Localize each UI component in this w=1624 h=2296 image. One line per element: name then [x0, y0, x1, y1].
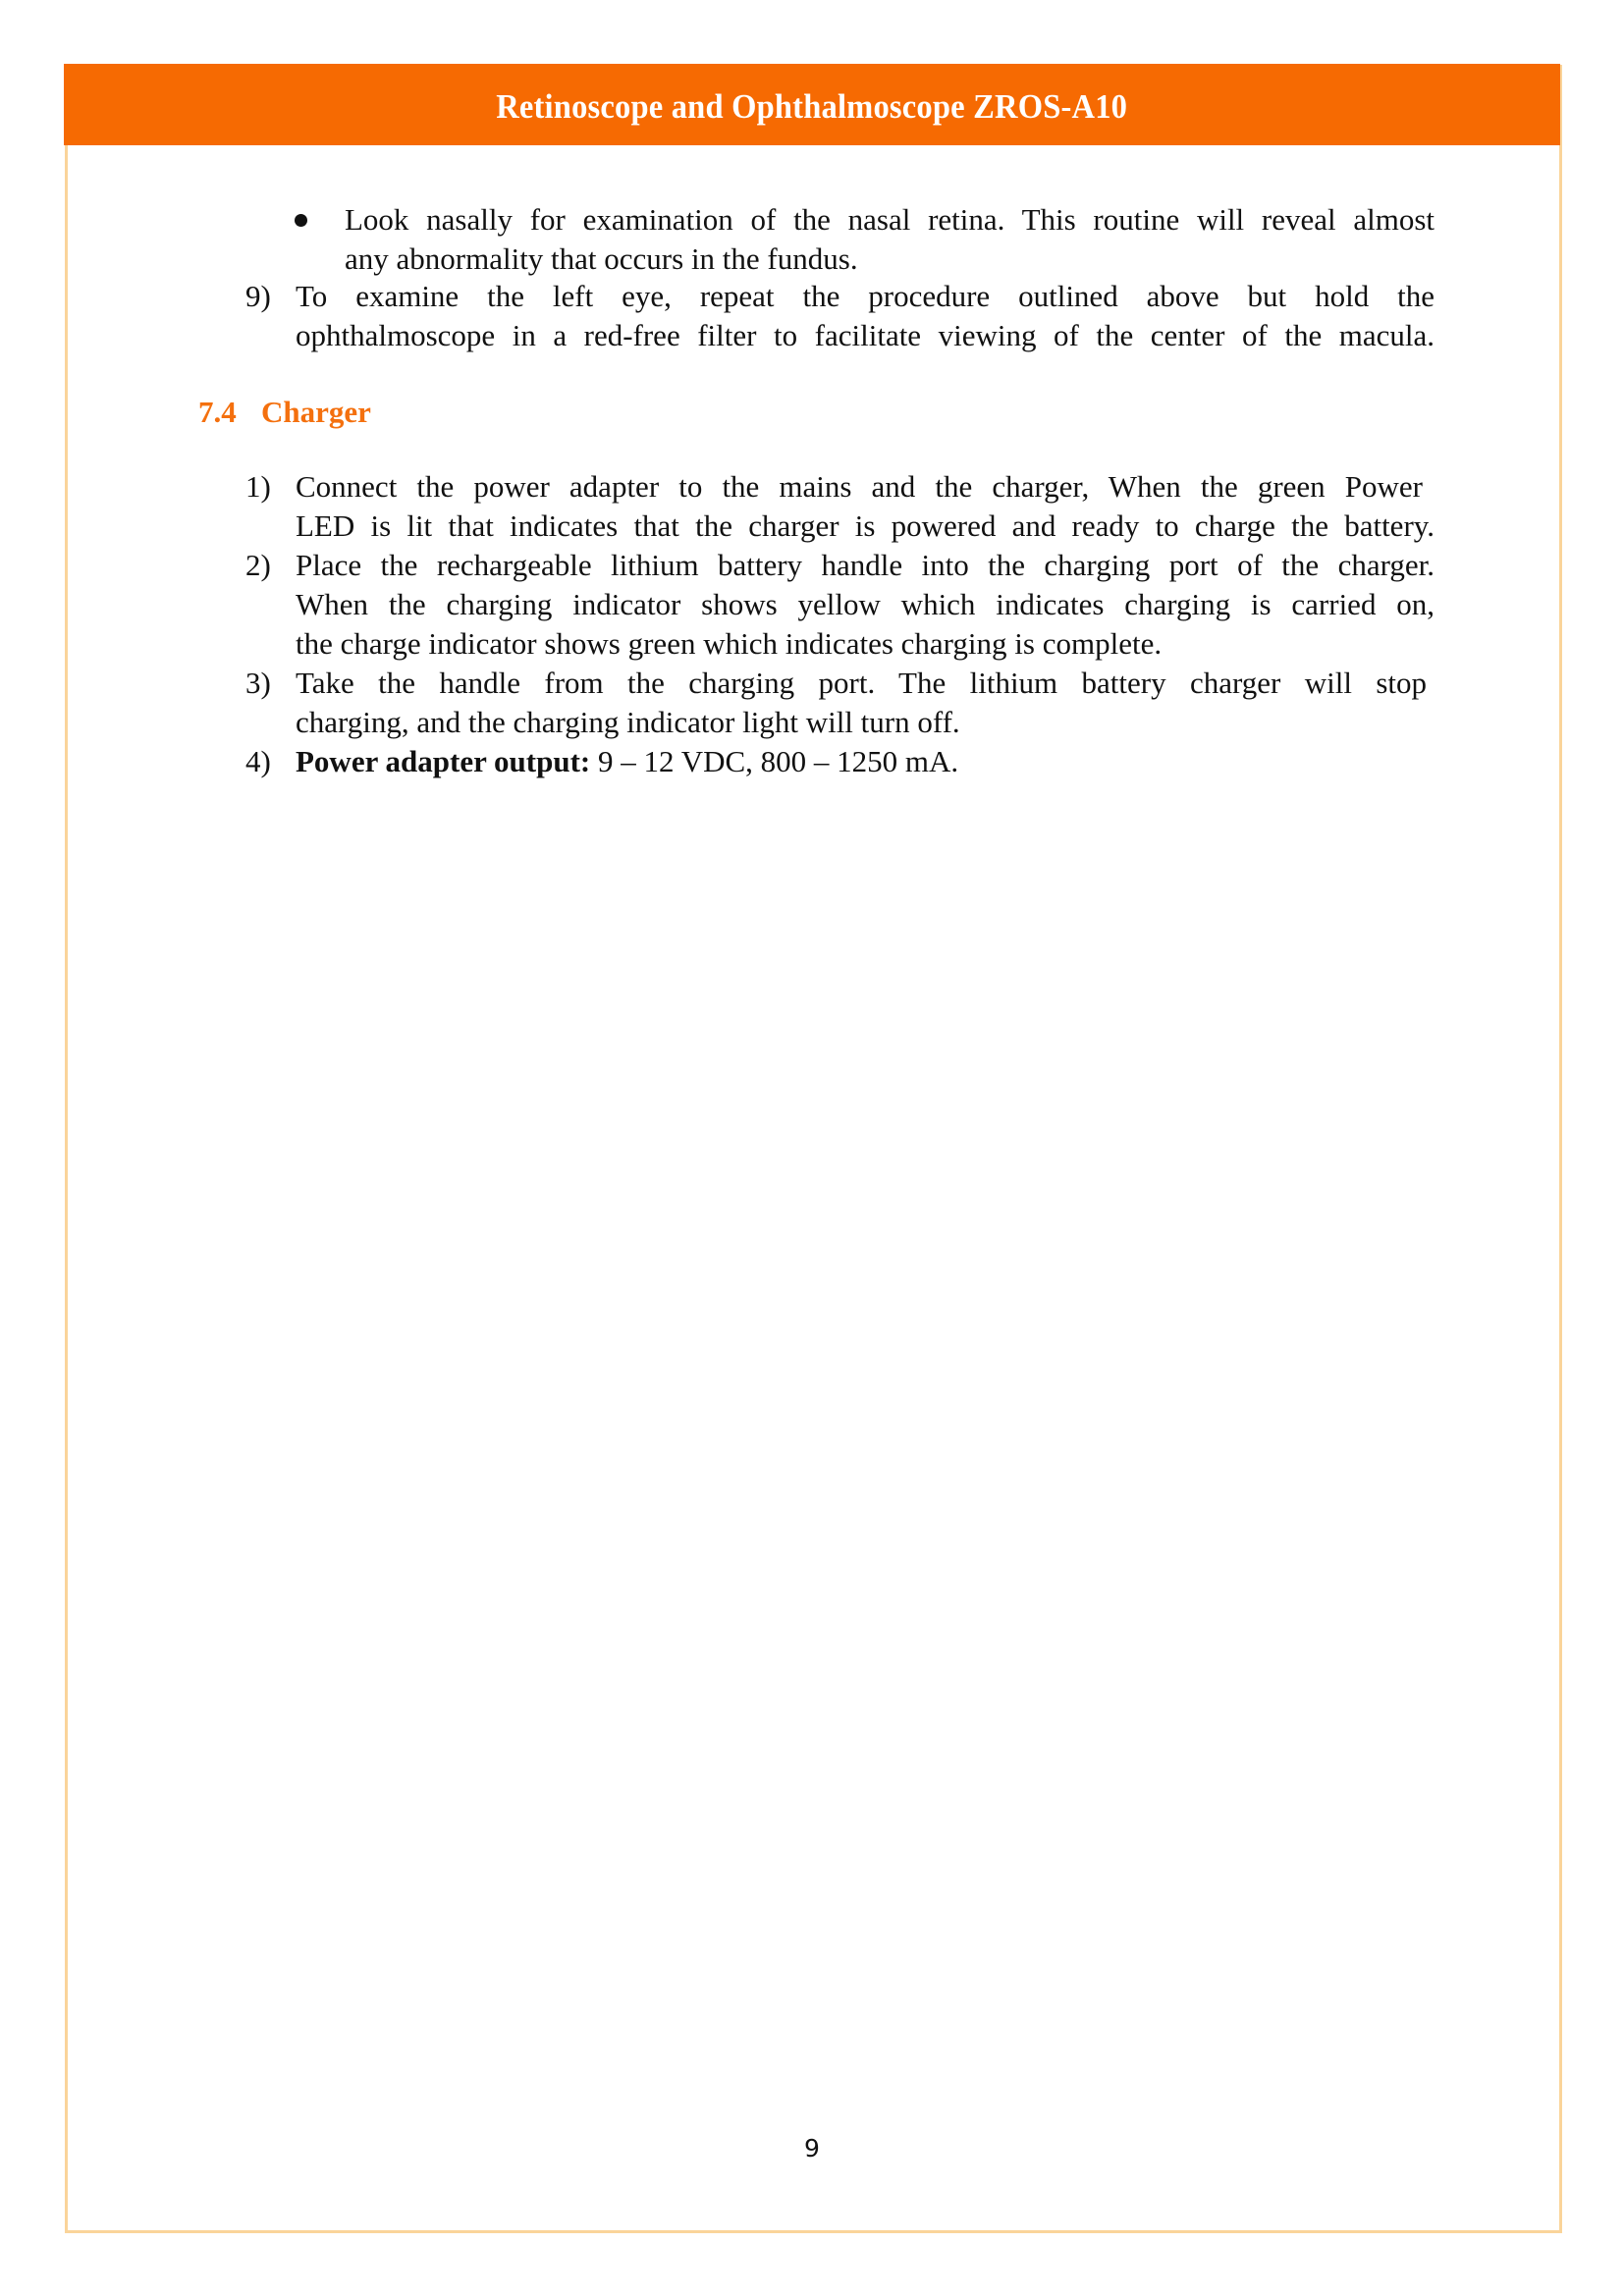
step-number: 9): [245, 279, 271, 313]
page-number: 9: [804, 2134, 820, 2163]
step-4-line: [296, 742, 958, 781]
bullet-icon: [295, 214, 307, 227]
step-number: 2): [245, 548, 271, 582]
document-header-bar: [64, 64, 1560, 145]
step-3-line-2: charging, and the charging indicator light will turn off.: [296, 705, 960, 739]
power-adapter-spec: 9 – 12 VDC, 800 – 1250 mA.: [590, 744, 959, 778]
section-title: Charger: [261, 395, 371, 429]
step-2-line-2: When the charging indicator shows yellow which indicates charging is carried on,: [296, 587, 1435, 621]
step-number: 4): [245, 744, 271, 778]
bullet-line-1: Look nasally for examination of the nasal retina. This routine will reveal almost: [345, 202, 1435, 237]
step-2-line-3: the charge indicator shows green which indicates charging is complete.: [296, 626, 1163, 661]
section-heading-charger: [198, 391, 371, 434]
step-1-line-1: Connect the power adapter to the mains and the charger, When the green Power: [296, 469, 1423, 504]
step-number: 1): [245, 469, 271, 504]
step-2-line-1: Place the rechargeable lithium battery handle into the charging port of the charger.: [296, 548, 1435, 582]
step-number: 3): [245, 666, 271, 700]
power-adapter-label: Power adapter output:: [296, 744, 591, 778]
step-3-line-1: Take the handle from the charging port. The lithium battery charger will stop: [296, 666, 1427, 700]
bullet-line-2: any abnormality that occurs in the fundus.: [345, 241, 858, 276]
step-9-line-1: To examine the left eye, repeat the procedure outlined above but hold the: [296, 279, 1435, 313]
step-9-line-2: ophthalmoscope in a red-free filter to facilitate viewing of the center of the macula.: [296, 318, 1435, 352]
document-title: Retinoscope and Ophthalmoscope ZROS-A10: [496, 86, 1128, 126]
section-number: 7.4: [198, 395, 237, 429]
step-1-line-2: LED is lit that indicates that the charger is powered and ready to charge the battery.: [296, 508, 1435, 543]
